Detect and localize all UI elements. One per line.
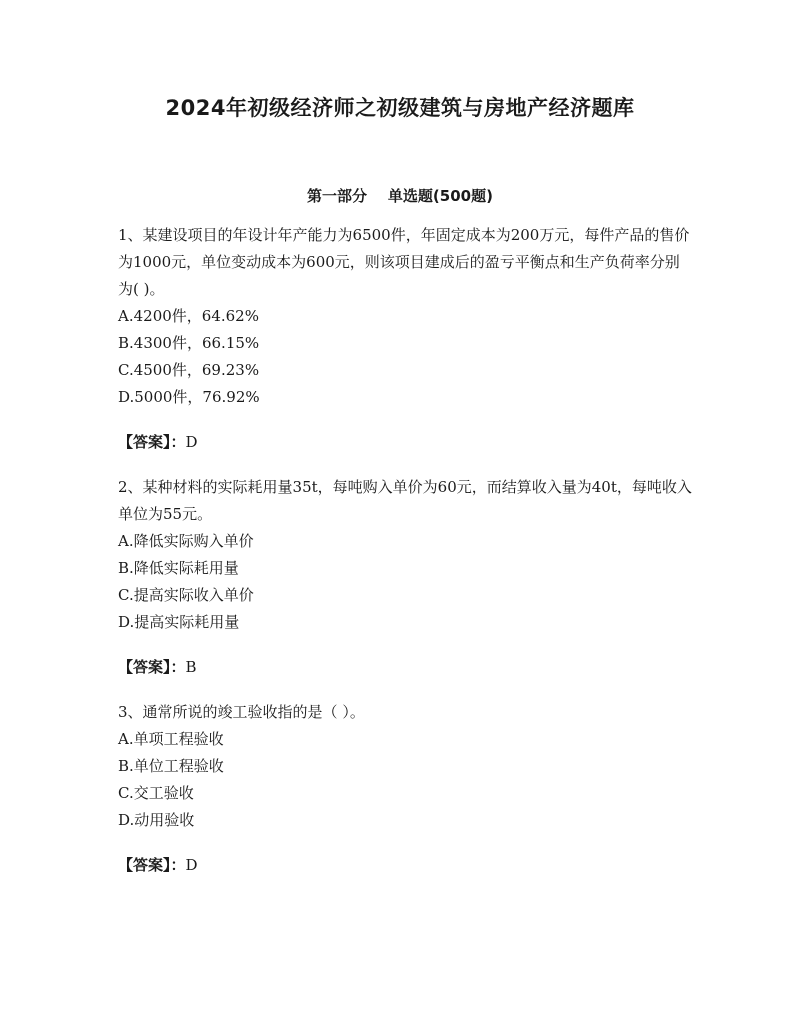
option-b: B.降低实际耗用量 <box>118 559 239 577</box>
option-b: B.单位工程验收 <box>118 757 224 775</box>
question-item <box>118 699 693 879</box>
option-c: C.交工验收 <box>118 784 194 802</box>
document-title: 2024年初级经济师之初级建筑与房地产经济题库 <box>165 96 635 120</box>
answer-value: B <box>185 658 197 676</box>
question-stem: 1、某建设项目的年设计年产能力为6500件，年固定成本为200万元，每件产品的售价为1000元，单位变动成本为600元，则该项目建成后的盈亏平衡点和生产负荷率分别为( )。 <box>118 226 690 298</box>
answer-label: 【答案】： <box>118 856 186 874</box>
option-b: B.4300件，66.15% <box>118 334 260 352</box>
option-a: A.4200件，64.62% <box>118 307 259 325</box>
option-c: C.提高实际收入单价 <box>118 586 254 604</box>
question-stem: 3、通常所说的竣工验收指的是（ ）。 <box>118 703 365 721</box>
answer-label: 【答案】： <box>118 658 186 676</box>
section-title: 第一部分 单选题(500题) <box>307 187 493 205</box>
answer-value: D <box>185 433 198 451</box>
option-c: C.4500件，69.23% <box>118 361 260 379</box>
answer-line <box>118 429 693 456</box>
question-list <box>118 222 693 879</box>
answer-line <box>118 654 693 681</box>
answer-value: D <box>185 856 198 874</box>
option-d: D.5000件，76.92% <box>118 388 260 406</box>
option-a: A.降低实际购入单价 <box>118 532 254 550</box>
option-a: A.单项工程验收 <box>118 730 224 748</box>
question-stem: 2、某种材料的实际耗用量35t，每吨购入单价为60元，而结算收入量为40t，每吨收入单位为55元。 <box>118 478 692 523</box>
question-item <box>118 474 693 681</box>
question-item <box>118 222 693 456</box>
option-d: D.动用验收 <box>118 811 195 829</box>
answer-label: 【答案】： <box>118 433 186 451</box>
answer-line <box>118 852 693 879</box>
option-d: D.提高实际耗用量 <box>118 613 240 631</box>
